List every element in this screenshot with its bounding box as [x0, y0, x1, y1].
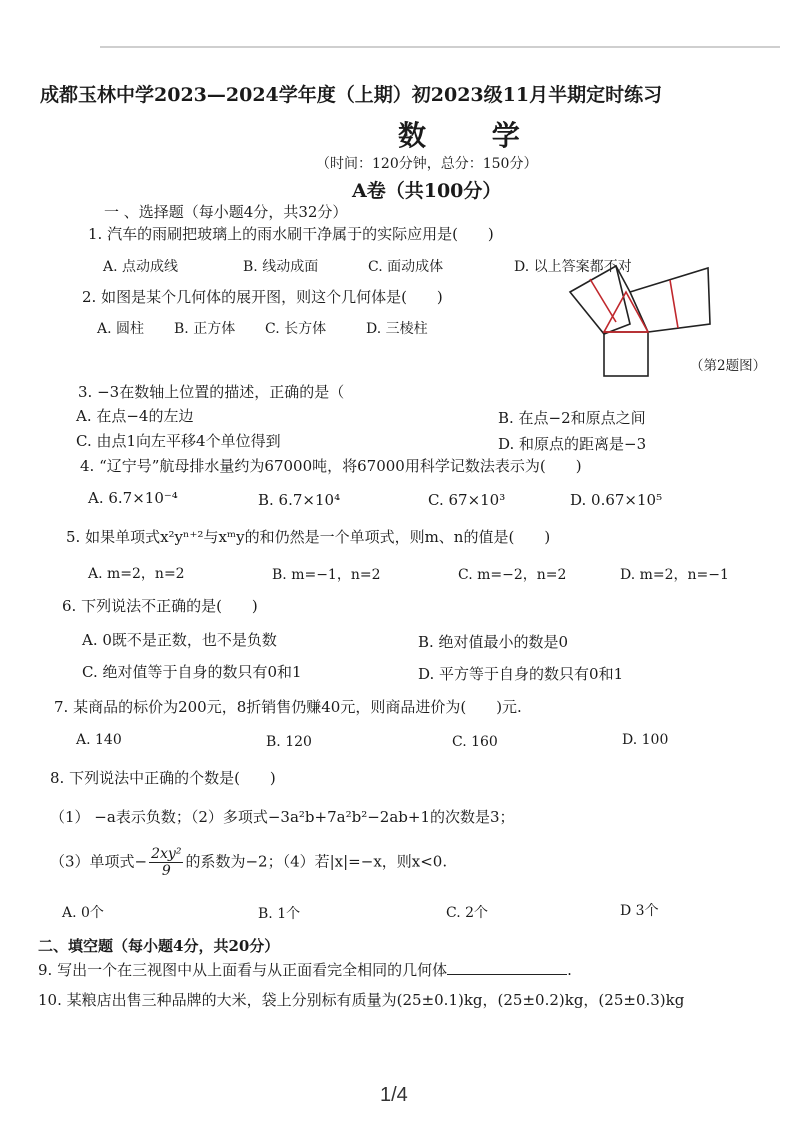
q9-text: 9. 写出一个在三视图中从上面看与从正面看完全相同的几何体 . — [38, 961, 572, 979]
q1-option-d: D. 以上答案都不对 — [514, 259, 632, 275]
q4-option-a: A. 6.7×10⁻⁴ — [88, 489, 178, 507]
scan-top-edge — [100, 46, 780, 48]
net-bottom-square — [604, 332, 648, 376]
q8-option-c: C. 2个 — [446, 905, 489, 921]
q8-item-3-prefix: （3）单项式− — [50, 852, 148, 871]
q7-option-a: A. 140 — [76, 732, 122, 748]
q1-option-b: B. 线动成面 — [243, 259, 319, 275]
paper-a-title: A卷（共100分） — [352, 180, 502, 202]
q7-option-c: C. 160 — [452, 734, 498, 750]
q7-option-b: B. 120 — [266, 734, 312, 750]
q7-option-d: D. 100 — [622, 732, 669, 748]
q8-item-3-4 — [50, 846, 447, 879]
subject-title: 数 学 — [398, 119, 548, 152]
q8-fraction-numerator: 2xy² — [151, 846, 182, 862]
q8-option-d: D 3个 — [620, 903, 659, 919]
q5-option-d: D. m=2，n=−1 — [620, 567, 729, 583]
q5-stem: 5. 如果单项式x²yⁿ⁺²与xᵐy的和仍然是一个单项式，则m、n的值是( ) — [66, 528, 551, 546]
q2-stem: 2. 如图是某个几何体的展开图，则这个几何体是( ) — [82, 288, 443, 306]
q8-item-1-2: （1） −a表示负数；（2）多项式−3a²b+7a²b²−2ab+1的次数是3； — [50, 808, 515, 826]
q6-stem: 6. 下列说法不正确的是( ) — [62, 597, 258, 615]
q7-stem: 7. 某商品的标价为200元，8折销售仍赚40元，则商品进价为( )元. — [54, 698, 522, 716]
q8-option-b: B. 1个 — [258, 906, 301, 922]
q2-option-a: A. 圆柱 — [97, 321, 145, 337]
q8-item-3-suffix: 的系数为−2；（4）若|x|=−x，则x<0. — [185, 852, 448, 871]
q3-option-c: C. 由点1向左平移4个单位得到 — [76, 432, 281, 450]
section2-title: 二、填空题（每小题4分，共20分） — [38, 937, 280, 955]
q9-stem: 9. 写出一个在三视图中从上面看与从正面看完全相同的几何体 — [38, 961, 448, 979]
q2-figure-caption: （第2题图） — [690, 358, 767, 374]
q5-option-a: A. m=2，n=2 — [88, 566, 185, 582]
q5-option-c: C. m=−2，n=2 — [458, 567, 567, 583]
q3-option-b: B. 在点−2和原点之间 — [498, 409, 646, 427]
q8-fraction-denominator: 9 — [161, 863, 171, 879]
q6-option-d: D. 平方等于自身的数只有0和1 — [418, 665, 624, 683]
page-number: 1/4 — [380, 1084, 408, 1106]
q2-option-c: C. 长方体 — [265, 321, 327, 337]
q9-answer-blank — [447, 960, 567, 975]
q4-option-c: C. 67×10³ — [428, 491, 506, 509]
section1-title: 一 、选择题（每小题4分，共32分） — [104, 203, 348, 221]
q6-option-c: C. 绝对值等于自身的数只有0和1 — [82, 663, 302, 681]
q6-option-a: A. 0既不是正数，也不是负数 — [82, 631, 277, 649]
exam-header: 成都玉林中学2023—2024学年度（上期）初2023级11月半期定时练习 — [40, 84, 663, 106]
q8-fraction — [149, 846, 183, 879]
q3-option-d: D. 和原点的距离是−3 — [498, 435, 647, 453]
q8-option-a: A. 0个 — [62, 905, 104, 921]
q4-stem: 4. “辽宁号”航母排水量约为67000吨，将67000用科学记数法表示为( ) — [80, 457, 582, 475]
q10-stem: 10. 某粮店出售三种品牌的大米，袋上分别标有质量为(25±0.1)kg，(25±0.2)kg，(25±0.3)kg — [38, 991, 685, 1009]
q1-option-c: C. 面动成体 — [368, 259, 444, 275]
q8-stem: 8. 下列说法中正确的个数是( ) — [50, 769, 276, 787]
q4-option-b: B. 6.7×10⁴ — [258, 491, 341, 509]
q1-stem: 1. 汽车的雨刷把玻璃上的雨水刷干净属于的实际应用是( ) — [88, 225, 494, 243]
exam-info: （时间：120分钟，总分：150分） — [316, 156, 538, 172]
q3-stem: 3. −3在数轴上位置的描述，正确的是（ — [78, 383, 345, 401]
q2-option-d: D. 三棱柱 — [366, 321, 428, 337]
q6-option-b: B. 绝对值最小的数是0 — [418, 633, 569, 651]
q2-option-b: B. 正方体 — [174, 321, 236, 337]
q1-option-a: A. 点动成线 — [103, 259, 179, 275]
q3-option-a: A. 在点−4的左边 — [76, 407, 194, 425]
q4-option-d: D. 0.67×10⁵ — [570, 491, 663, 509]
q5-option-b: B. m=−1，n=2 — [272, 567, 381, 583]
